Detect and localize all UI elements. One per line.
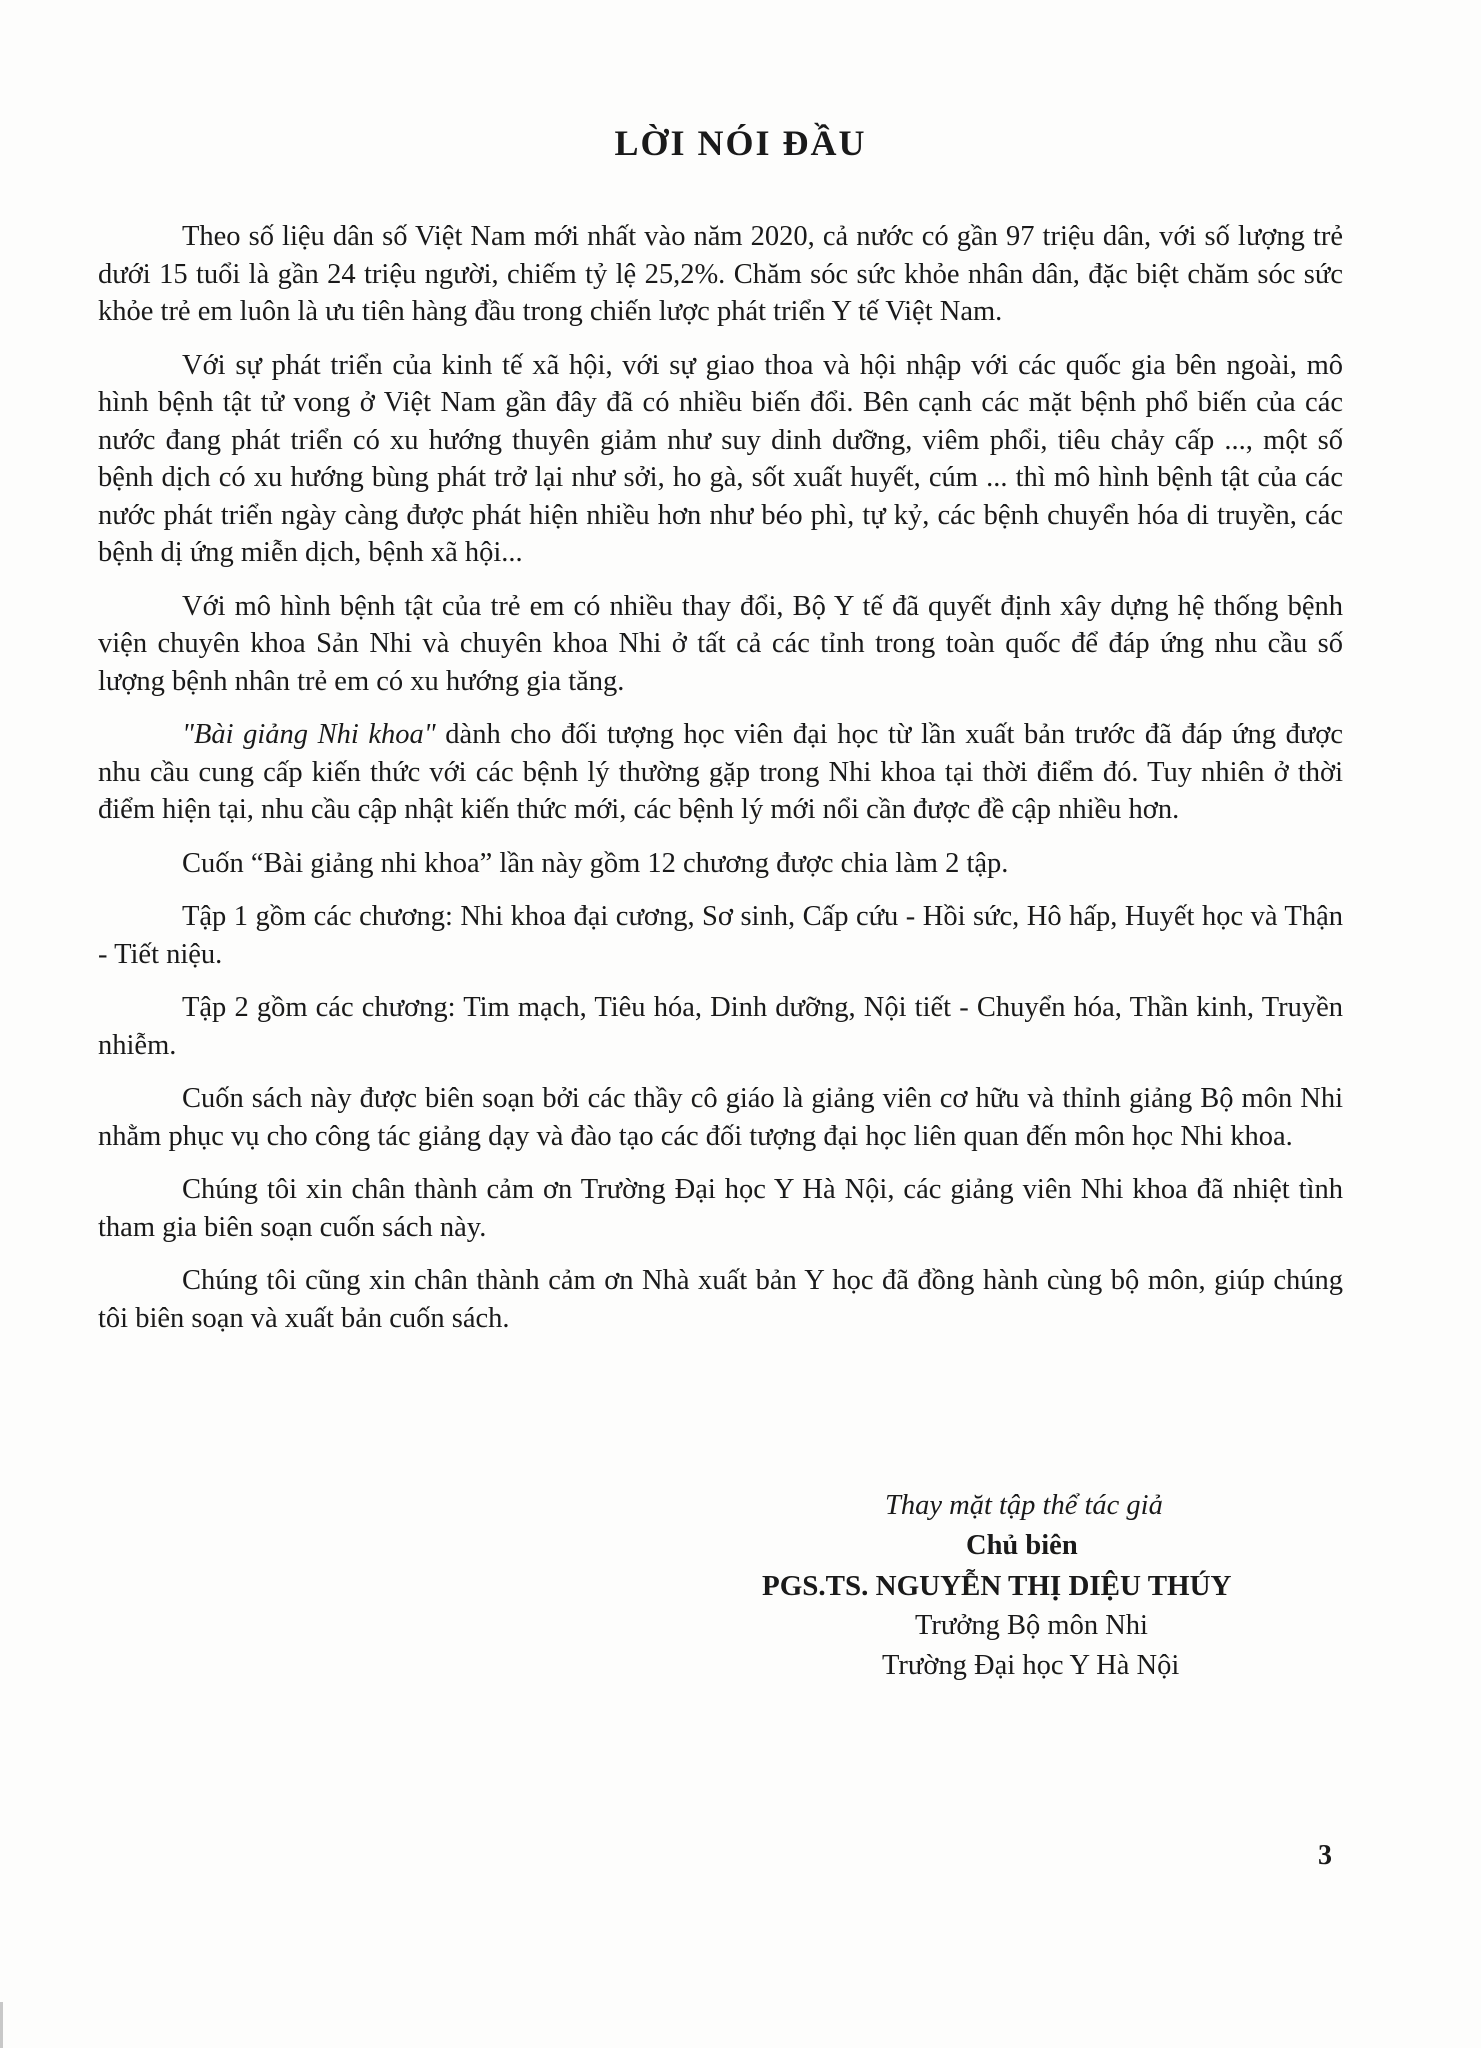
scan-edge-mark <box>0 2002 3 2048</box>
book-title-italic: "Bài giảng Nhi khoa" <box>182 719 436 750</box>
page-title: LỜI NÓI ĐẦU <box>614 123 867 163</box>
paragraph-3: Với mô hình bệnh tật của trẻ em có nhiều thay đổi, Bộ Y tế đã quyết định xây dựng hệ thống bệnh viện chuyên khoa Sản Nhi và chuyên khoa Nhi ở tất cả các tỉnh trong toàn quốc để đáp ứng nhu cầu số lượng bệnh nhân trẻ em có xu hướng gia tăng. <box>98 590 1343 697</box>
document-body <box>98 218 1343 1353</box>
signature-on-behalf: Thay mặt tập thể tác giả <box>885 1490 1163 1521</box>
paragraph-9: Chúng tôi xin chân thành cảm ơn Trường Đại học Y Hà Nội, các giảng viên Nhi khoa đã nhiệt tình tham gia biên soạn cuốn sách này. <box>98 1174 1343 1243</box>
paragraph-10: Chúng tôi cũng xin chân thành cảm ơn Nhà xuất bản Y học đã đồng hành cùng bộ môn, giúp chúng tôi biên soạn và xuất bản cuốn sách. <box>98 1265 1343 1334</box>
page-number: 3 <box>1318 1840 1332 1871</box>
signature-role: Chủ biên <box>966 1530 1078 1561</box>
paragraph-8: Cuốn sách này được biên soạn bởi các thầy cô giáo là giảng viên cơ hữu và thỉnh giảng Bộ môn Nhi nhằm phục vụ cho công tác giảng dạy và đào tạo các đối tượng đại học liên quan đến môn học Nhi khoa. <box>98 1083 1343 1152</box>
signature-name: PGS.TS. NGUYỄN THỊ DIỆU THÚY <box>762 1570 1232 1602</box>
signature-institution: Trường Đại học Y Hà Nội <box>882 1650 1180 1681</box>
paragraph-7: Tập 2 gồm các chương: Tim mạch, Tiêu hóa, Dinh dưỡng, Nội tiết - Chuyển hóa, Thần kinh, Truyền nhiễm. <box>98 992 1343 1061</box>
signature-position: Trưởng Bộ môn Nhi <box>915 1610 1148 1641</box>
paragraph-1: Theo số liệu dân số Việt Nam mới nhất vào năm 2020, cả nước có gần 97 triệu dân, với số lượng trẻ dưới 15 tuổi là gần 24 triệu người, chiếm tỷ lệ 25,2%. Chăm sóc sức khỏe nhân dân, đặc biệt chăm sóc sức khỏe trẻ em luôn là ưu tiên hàng đầu trong chiến lược phát triển Y tế Việt Nam. <box>98 221 1343 327</box>
signature-block <box>740 1486 1360 1686</box>
paragraph-6: Tập 1 gồm các chương: Nhi khoa đại cương, Sơ sinh, Cấp cứu - Hồi sức, Hô hấp, Huyết học và Thận - Tiết niệu. <box>98 901 1343 970</box>
paragraph-4-text: dành cho đối tượng học viên đại học từ lần xuất bản trước đã đáp ứng được nhu cầu cung cấp kiến thức với các bệnh lý thường gặp trong Nhi khoa tại thời điểm đó. Tuy nhiên ở thời điểm hiện tại, nhu cầu cập nhật kiến thức mới, các bệnh lý mới nổi cần được đề cập nhiều hơn. <box>98 719 1343 825</box>
paragraph-5: Cuốn “Bài giảng nhi khoa” lần này gồm 12 chương được chia làm 2 tập. <box>182 847 1009 879</box>
paragraph-4 <box>98 716 1343 829</box>
paragraph-2: Với sự phát triển của kinh tế xã hội, với sự giao thoa và hội nhập với các quốc gia bên ngoài, mô hình bệnh tật tử vong ở Việt Nam gần đây đã có nhiều biến đổi. Bên cạnh các mặt bệnh phổ biến của các nước đang phát triển có xu hướng thuyên giảm như suy dinh dưỡng, viêm phổi, tiêu chảy cấp ..., một số bệnh dịch có xu hướng bùng phát trở lại như sởi, ho gà, sốt xuất huyết, cúm ... thì mô hình bệnh tật của các nước phát triển ngày càng được phát hiện nhiều hơn như béo phì, tự kỷ, các bệnh chuyển hóa di truyền, các bệnh dị ứng miễn dịch, bệnh xã hội... <box>98 349 1343 568</box>
